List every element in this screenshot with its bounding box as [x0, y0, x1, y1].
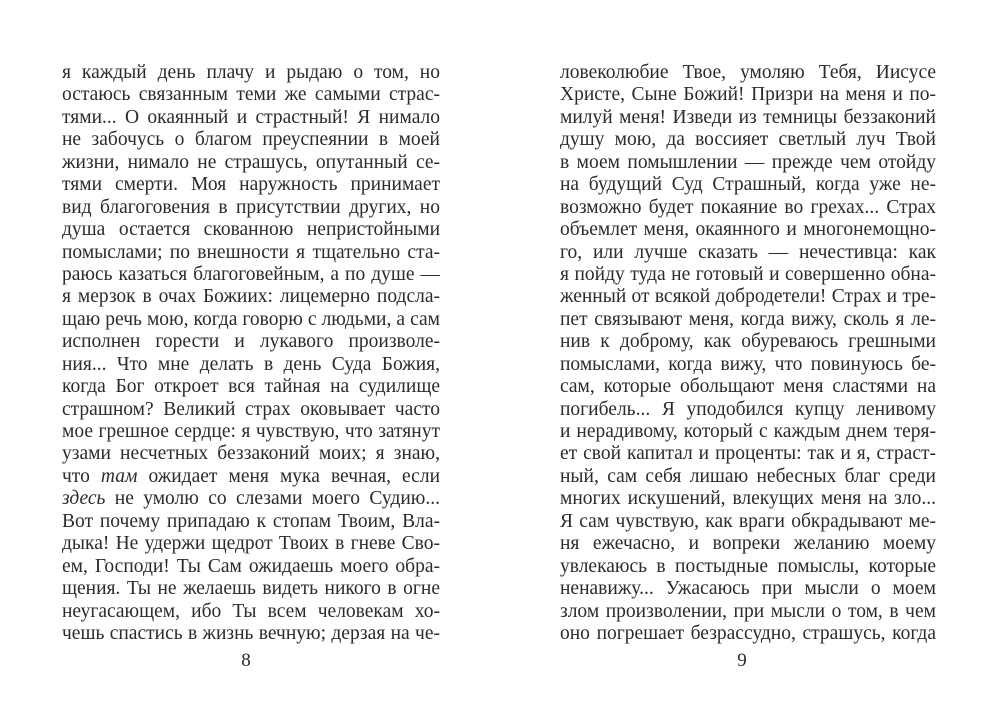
text-line: страшном? Великий страх оковывает часто	[62, 398, 440, 420]
text-line: ненавижу... Ужасаюсь при мысли о моем	[560, 578, 936, 600]
text-line: душа остается скованною непристойными	[62, 219, 440, 241]
text-segment: что	[62, 465, 101, 487]
text-line: когда Бог откроет вся тайная на судилище	[62, 376, 440, 398]
text-line: в моем помышлении — прежде чем отойду	[560, 151, 936, 173]
left-page-text	[62, 62, 440, 645]
right-page-text	[560, 62, 936, 645]
text-line: злом произволении, при мысли о том, в чем	[560, 600, 936, 622]
text-line: объемлет меня, окаянного и многонемощно-	[560, 219, 936, 241]
text-line: раюсь казаться благоговейным, а по душе —	[62, 263, 440, 285]
text-line: помыслами; по внешности я тщательно ста-	[62, 241, 440, 263]
text-line: погибель... Я уподобился купцу ленивому	[560, 398, 936, 420]
text-line: помыслами, когда вижу, что повинуюсь бе-	[560, 353, 936, 375]
text-line: го, или лучше сказать — нечестивца: как	[560, 241, 936, 263]
text-line: Христе, Сыне Божий! Призри на меня и по-	[560, 84, 936, 106]
text-line: ловеколюбие Твое, умоляю Тебя, Иисусе	[560, 62, 936, 83]
text-line: ет свой капитал и проценты: так и я, страст-	[560, 443, 936, 465]
text-line: тями смерти. Моя наружность принимает	[62, 174, 440, 196]
text-line: не забочусь о благом преуспеянии в моей	[62, 129, 440, 151]
text-segment: ожидает меня мука вечная, если	[137, 465, 441, 487]
text-line: увлекаюсь в постыдные помыслы, которые	[560, 555, 936, 577]
text-line: женный от всякой добродетели! Страх и тре-	[560, 286, 936, 308]
text-line: я пойду туда не готовый и совершенно обна-	[560, 263, 936, 285]
italic-word: там	[100, 465, 138, 487]
text-line: возможно будет покаяние во грехах... Страх	[560, 196, 936, 218]
text-line	[62, 488, 440, 510]
text-line: щения. Ты не желаешь видеть никого в огне	[62, 578, 440, 600]
text-line: дыка! Не удержи щедрот Твоих в гневе Сво-	[62, 533, 440, 555]
page-number-right: 9	[737, 650, 747, 671]
text-line: Я сам чувствую, как враги обкрадывают ме-	[560, 510, 936, 532]
text-line	[62, 466, 440, 488]
text-line: пет связывают меня, когда вижу, сколь я ле-	[560, 308, 936, 330]
text-line: узами несчетных беззаконий моих; я знаю,	[62, 443, 440, 465]
text-line: оно погрешает безрассудно, страшусь, когда	[560, 622, 936, 644]
text-line: щаю речь мою, когда говорю с людьми, а сам	[62, 308, 440, 330]
text-line: милуй меня! Изведи из темницы беззаконий	[560, 106, 936, 128]
text-line: ный, сам себя лишаю небесных благ среди	[560, 465, 936, 487]
text-line: я мерзок в очах Божиих: лицемерно подсла-	[62, 286, 440, 308]
text-line: остаюсь связанным теми же самыми страс-	[62, 84, 440, 106]
italic-word: здесь	[62, 488, 106, 510]
text-line: тями... О окаянный и страстный! Я нимало	[62, 106, 440, 128]
text-segment: не умолю со слезами моего Судию...	[105, 488, 440, 510]
text-line: ня ежечасно, и вопреки желанию моему	[560, 533, 936, 555]
text-line: вид благоговения в присутствии других, но	[62, 196, 440, 218]
text-line: чешь спастись в жизнь вечную; дерзая на че-	[62, 622, 440, 644]
text-line: на будущий Суд Страшный, когда уже не-	[560, 174, 936, 196]
text-line: ем, Господи! Ты Сам ожидаешь моего обра-	[62, 555, 440, 577]
text-line: жизни, нимало не страшусь, опутанный се-	[62, 151, 440, 173]
text-line: сам, которые обольщают меня сластями на	[560, 376, 936, 398]
text-line: мое грешное сердце: я чувствую, что затянут	[62, 421, 440, 442]
text-line: ния... Что мне делать в день Суда Божия,	[62, 353, 440, 375]
text-line: нив к доброму, как обуреваюсь грешными	[560, 331, 936, 353]
text-line: исполнен горести и лукавого произволе-	[62, 331, 440, 353]
text-line: Вот почему припадаю к стопам Твоим, Вла-	[62, 510, 440, 532]
text-line: я каждый день плачу и рыдаю о том, но	[62, 62, 440, 83]
text-line: душу мою, да воссияет светлый луч Твой	[560, 129, 936, 151]
page-number-left: 8	[241, 650, 251, 671]
text-line: многих искушений, влекущих меня на зло...	[560, 488, 936, 510]
text-line: неугасающем, ибо Ты всем человекам хо-	[62, 600, 440, 622]
text-line: и нерадивому, который с каждым днем теря-	[560, 421, 936, 442]
